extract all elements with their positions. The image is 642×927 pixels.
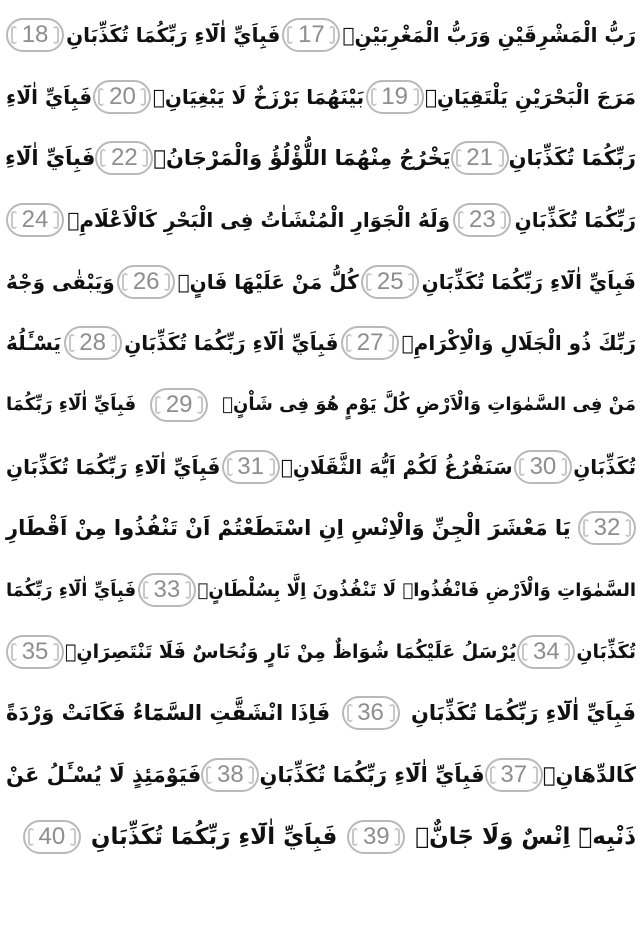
- verse-number: 17: [298, 20, 325, 48]
- verse-number: 30: [529, 452, 557, 480]
- verse-text: رَبُّ الْمَشْرِقَيْنِ وَرَبُّ الْمَغْرِبَيْنِۚ: [342, 22, 636, 47]
- verse-text: مَرَجَ الْبَحْرَيْنِ يَلْتَقِيَانِۙ: [424, 84, 636, 109]
- verse-number-marker: [514, 450, 572, 484]
- verse-number-marker: [342, 696, 400, 730]
- verse-number-marker: [451, 141, 509, 175]
- verse-number: 18: [21, 20, 49, 48]
- verse-text: فَبِاَيِّ اٰلَٓاءِ: [5, 146, 96, 171]
- verse-text: فَبِاَيِّ اٰلَٓاءِ رَبِّكُمَا: [6, 579, 137, 601]
- verse-text: فَبِاَيِّ اٰلَٓاءِ رَبِّكُمَا تُكَذِّبَانِ: [90, 823, 338, 850]
- verse-text: رَبِّكُمَا تُكَذِّبَانِ: [514, 207, 636, 232]
- verse-text: فَبِاَيِّ اٰلَٓاءِ رَبِّكُمَا تُكَذِّبَانِ: [421, 269, 636, 294]
- verse-text: وَلَهُ الْجَوَارِ الْمُنْشَاٰتُ فِى الْبَحْرِ كَالْاَعْلَامِۚ: [67, 207, 451, 232]
- verse-number: 36: [357, 699, 384, 727]
- text-line: [6, 621, 636, 683]
- verse-number-marker: [6, 635, 64, 669]
- verse-text: كَالدِّهَانِۚ: [542, 763, 636, 788]
- verse-number-marker: [150, 388, 208, 422]
- verse-number: 20: [109, 82, 136, 110]
- verse-number-marker: [485, 758, 543, 792]
- verse-number-marker: [6, 203, 64, 237]
- verse-number-marker: [23, 820, 81, 854]
- verse-number: 35: [21, 637, 49, 665]
- verse-number-marker: [366, 80, 424, 114]
- verse-text: فَاِذَا انْشَقَّتِ السَّمَٓاءُ فَكَانَتْ وَرْدَةً: [6, 701, 331, 726]
- verse-text: يَخْرُجُ مِنْهُمَا اللُّؤْلُؤُ وَالْمَرْجَانُۚ: [153, 146, 451, 171]
- text-line: [6, 251, 636, 313]
- verse-text: فَبِاَيِّ اٰلَٓاءِ رَبِّكُمَا تُكَذِّبَانِ: [124, 331, 339, 356]
- verse-number: 28: [79, 329, 106, 357]
- verse-lines: [6, 4, 636, 868]
- verse-number: 33: [153, 576, 181, 604]
- text-line: [6, 374, 636, 436]
- text-line: [6, 559, 636, 621]
- verse-number-marker: [341, 326, 399, 360]
- verse-number-marker: [453, 203, 511, 237]
- verse-text: مَنْ فِى السَّمٰوَاتِ وَالْاَرْضِ كُلَّ يَوْمٍ هُوَ فِى شَاْنٍۚ: [222, 394, 636, 416]
- verse-text: فَبِاَيِّ اٰلَٓاءِ رَبِّكُمَا تُكَذِّبَانِ: [410, 701, 636, 726]
- verse-text: سَنَفْرُغُ لَكُمْ اَيُّهَ الثَّقَلَانِۚ: [280, 454, 513, 479]
- verse-number-marker: [93, 80, 151, 114]
- verse-number-marker: [117, 265, 175, 299]
- verse-number: 19: [381, 82, 408, 110]
- verse-number-marker: [282, 18, 340, 52]
- text-line: [6, 4, 636, 66]
- verse-number: 34: [533, 637, 560, 665]
- verse-text: وَيَبْقٰى وَجْهُ: [6, 269, 115, 294]
- verse-text: رَبِّكَ ذُو الْجَلَالِ وَالْاِكْرَامِۚ: [401, 331, 636, 356]
- verse-number-marker: [517, 635, 575, 669]
- verse-text: فَيَوْمَئِذٍ لَا يُسْـَٔلُ عَنْ: [6, 763, 202, 788]
- text-line: [6, 806, 636, 868]
- text-line: [6, 312, 636, 374]
- verse-number-marker: [361, 265, 419, 299]
- verse-number: 24: [21, 205, 49, 233]
- text-line: [6, 127, 636, 189]
- verse-text: يَسْـَٔلُهُ: [6, 331, 62, 356]
- verse-text: فَبِاَيِّ اٰلَٓاءِ رَبِّكُمَا تُكَذِّبَانِ: [66, 22, 281, 47]
- verse-number: 32: [593, 514, 621, 542]
- verse-text: السَّمٰوَاتِ وَالْاَرْضِ فَانْفُذُواۜ لَا تَنْفُذُونَ اِلَّا بِسُلْطَانٍۚ: [197, 579, 636, 601]
- verse-text: كُلُّ مَنْ عَلَيْهَا فَانٍۚ: [177, 269, 359, 294]
- verse-number: 22: [111, 144, 138, 172]
- verse-text: تُكَذِّبَانِ: [576, 640, 636, 663]
- text-line: [6, 744, 636, 806]
- verse-number-marker: [6, 18, 64, 52]
- verse-number: 27: [356, 329, 384, 357]
- text-line: [6, 66, 636, 128]
- verse-number: 26: [132, 267, 160, 295]
- verse-text: فَبِاَيِّ اٰلَٓاءِ: [6, 84, 93, 109]
- verse-number: 21: [466, 144, 493, 172]
- verse-text: فَبِاَيِّ اٰلَٓاءِ رَبِّكُمَا تُكَذِّبَانِ: [6, 454, 221, 479]
- verse-text: تُكَذِّبَانِ: [573, 454, 636, 479]
- verse-number: 29: [165, 390, 193, 418]
- text-line: [6, 498, 636, 560]
- verse-number: 31: [237, 452, 264, 480]
- verse-text: فَبِاَيِّ اٰلَٓاءِ رَبِّكُمَا: [6, 394, 137, 416]
- text-line: [6, 189, 636, 251]
- verse-number: 25: [376, 267, 404, 295]
- verse-number-marker: [347, 820, 405, 854]
- verse-number-marker: [138, 573, 196, 607]
- verse-number-marker: [201, 758, 259, 792]
- verse-text: رَبِّكُمَا تُكَذِّبَانِ: [508, 146, 636, 171]
- verse-text: يُرْسَلُ عَلَيْكُمَا شُوَاظٌ مِنْ نَارٍ وَنُحَاسٌ فَلَا تَنْتَصِرَانِۚ: [65, 640, 517, 663]
- verse-number-marker: [578, 511, 636, 545]
- verse-number: 39: [362, 822, 390, 850]
- verse-text: بَيْنَهُمَا بَرْزَخٌ لَا يَبْغِيَانِۚ: [152, 84, 365, 109]
- verse-number: 37: [500, 761, 528, 789]
- verse-number-marker: [64, 326, 122, 360]
- verse-text: ذَنْبِه۪ٓ اِنْسٌ وَلَا جَٓانٌّۚ: [415, 823, 636, 850]
- verse-number-marker: [222, 450, 280, 484]
- verse-number: 38: [217, 761, 244, 789]
- verse-number: 23: [469, 205, 496, 233]
- verse-number-marker: [95, 141, 153, 175]
- text-line: [6, 683, 636, 745]
- verse-text: يَا مَعْشَرَ الْجِنِّ وَالْاِنْسِ اِنِ اسْتَطَعْتُمْ اَنْ تَنْفُذُوا مِنْ اَقْطَارِ: [6, 516, 571, 541]
- verse-number: 40: [38, 822, 66, 850]
- verse-text: فَبِاَيِّ اٰلَٓاءِ رَبِّكُمَا تُكَذِّبَانِ: [259, 763, 485, 788]
- text-line: [6, 436, 636, 498]
